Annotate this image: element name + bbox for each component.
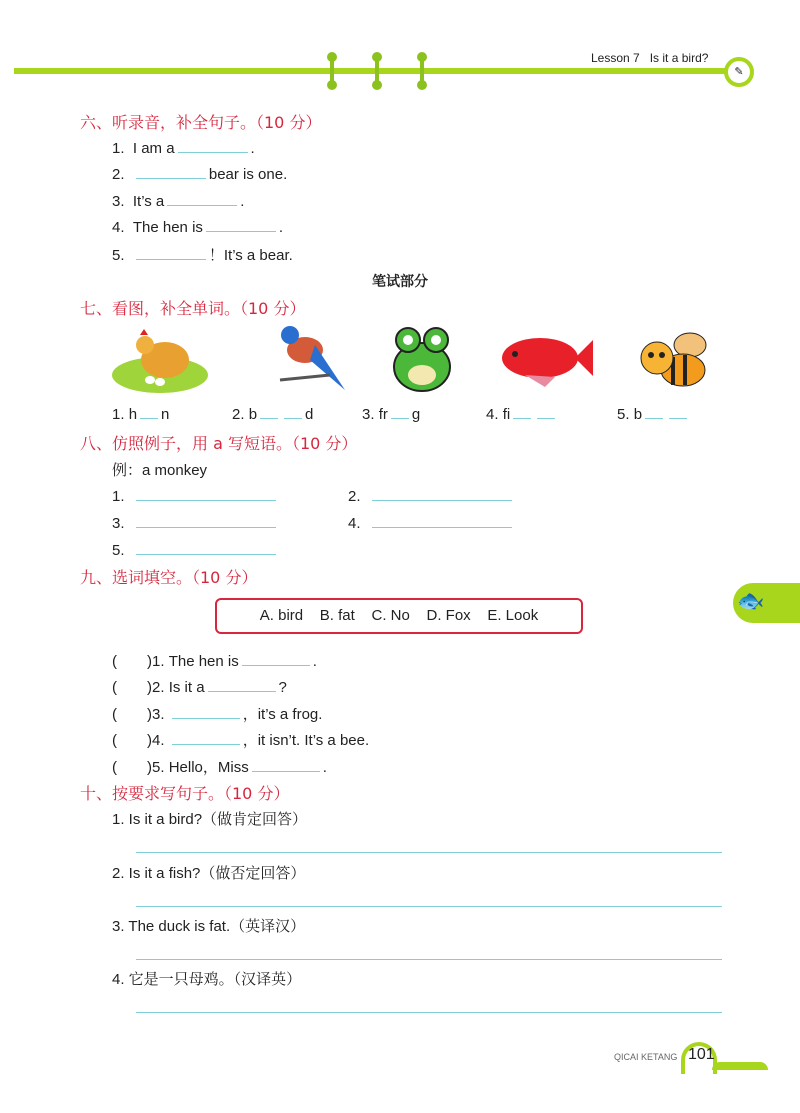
bee-image <box>635 330 715 395</box>
text: bear is one. <box>208 166 288 183</box>
text: ( )5. <box>112 759 165 776</box>
phrase-item <box>348 486 515 505</box>
fill-choice-item <box>112 650 317 671</box>
binder-peg <box>375 56 379 86</box>
answer-blank[interactable] <box>136 245 206 260</box>
text: ( )3. <box>112 706 165 723</box>
text: d <box>305 406 314 423</box>
text: ！It’s a bear. <box>208 247 293 264</box>
text: ( )4. <box>112 732 165 749</box>
fill-choice-item <box>112 676 287 697</box>
hen-image <box>110 325 210 395</box>
answer-line[interactable] <box>136 852 722 853</box>
word-completion-item <box>362 406 420 423</box>
text: fi <box>502 406 511 423</box>
text: ( )2. <box>112 679 165 696</box>
text: fr <box>378 406 388 423</box>
phrase-blank[interactable] <box>372 486 512 501</box>
text: . <box>278 219 284 236</box>
answer-blank[interactable] <box>172 704 240 719</box>
answer-blank[interactable] <box>172 730 240 745</box>
listening-item <box>112 244 293 265</box>
text: b <box>248 406 258 423</box>
answer-blank[interactable] <box>252 757 320 772</box>
sentence-item <box>112 808 307 829</box>
text: 4. <box>112 219 125 236</box>
phrase-blank[interactable] <box>372 513 512 528</box>
answer-line[interactable] <box>136 1012 722 1013</box>
fish-image <box>495 330 595 390</box>
word-completion-item <box>232 406 313 423</box>
text: 5. <box>112 542 125 559</box>
example-text: 例：a monkey <box>112 462 208 479</box>
text: 3. <box>112 193 125 210</box>
lesson-icon: ✎ <box>724 57 754 87</box>
text: 2. Is it a fish?（做否定回答） <box>112 865 306 882</box>
page-number: 101 <box>688 1046 715 1063</box>
listening-item <box>112 138 255 157</box>
text: 2. <box>348 488 361 505</box>
word-options-box: A. bird B. fat C. No D. Fox E. Look <box>215 598 583 634</box>
text: I am a <box>132 140 175 157</box>
section-9-title: 九、选词填空。（10 分） <box>80 568 258 587</box>
listening-item <box>112 217 283 236</box>
word-completion-item <box>486 406 558 423</box>
section-7-title: 七、看图，补全单词。（10 分） <box>80 299 306 318</box>
text: 5. <box>112 247 125 264</box>
text: . <box>250 140 255 157</box>
binder-peg <box>330 56 334 86</box>
phrase-blank[interactable] <box>136 540 276 555</box>
text: 4. <box>486 406 499 423</box>
text: 2. <box>112 166 125 183</box>
answer-blank[interactable] <box>136 164 206 179</box>
text: 1. <box>112 406 125 423</box>
fill-choice-item <box>112 756 327 777</box>
bird-image <box>270 320 350 395</box>
text: 1. Is it a bird?（做肯定回答） <box>112 811 308 828</box>
word-completion-item <box>617 406 690 423</box>
fish-icon: 🐟 <box>737 588 765 613</box>
binder-peg <box>420 56 424 86</box>
text: n <box>161 406 170 423</box>
text: 4. 它是一只母鸡。（汉译英） <box>112 971 302 988</box>
answer-line[interactable] <box>136 959 722 960</box>
text: ，it isn’t. It’s a bee. <box>242 732 370 749</box>
phrase-blank[interactable] <box>136 486 276 501</box>
text: g <box>411 406 421 423</box>
text: ( )1. <box>112 653 165 670</box>
frog-image <box>380 325 465 395</box>
text: 3. <box>112 515 125 532</box>
footer-brand: QICAI KETANG <box>614 1052 678 1062</box>
section-6-title: 六、听录音，补全句子。（10 分） <box>80 113 322 132</box>
sentence-item <box>112 862 305 883</box>
text: ? <box>278 679 287 696</box>
phrase-item <box>112 540 279 559</box>
text: The hen is <box>132 219 203 236</box>
fill-choice-item <box>112 729 369 750</box>
text: . <box>312 653 317 670</box>
phrase-item <box>348 513 515 532</box>
answer-blank[interactable] <box>242 651 310 666</box>
answer-blank[interactable] <box>206 217 276 232</box>
side-tab <box>733 583 800 623</box>
text: ，it’s a frog. <box>242 706 323 723</box>
text: 1. <box>112 488 125 505</box>
text: 4. <box>348 515 361 532</box>
written-part-heading: 笔试部分 <box>372 274 428 290</box>
text: 5. <box>617 406 630 423</box>
text: Hello，Miss <box>168 759 249 776</box>
answer-line[interactable] <box>136 906 722 907</box>
text: . <box>240 193 245 210</box>
answer-blank[interactable] <box>167 191 237 206</box>
phrase-blank[interactable] <box>136 513 276 528</box>
sentence-item <box>112 968 301 989</box>
answer-blank[interactable] <box>208 677 276 692</box>
phrase-item <box>112 486 279 505</box>
text: 2. <box>232 406 245 423</box>
sentence-item <box>112 915 305 936</box>
text: . <box>322 759 327 776</box>
text: 1. <box>112 140 125 157</box>
text: 3. <box>362 406 375 423</box>
text: The hen is <box>168 653 239 670</box>
phrase-item <box>112 513 279 532</box>
listening-item <box>112 164 287 183</box>
answer-blank[interactable] <box>178 138 248 153</box>
lesson-header: Lesson 7 Is it a bird? <box>591 51 709 65</box>
text: h <box>128 406 138 423</box>
listening-item <box>112 191 244 210</box>
section-10-title: 十、按要求写句子。（10 分） <box>80 784 290 803</box>
text: It’s a <box>132 193 165 210</box>
text: 3. The duck is fat.（英译汉） <box>112 918 306 935</box>
word-completion-item <box>112 406 169 423</box>
section-8-title: 八、仿照例子，用 a 写短语。（10 分） <box>80 434 358 453</box>
text: Is it a <box>168 679 205 696</box>
text: b <box>633 406 643 423</box>
fill-choice-item <box>112 703 322 724</box>
